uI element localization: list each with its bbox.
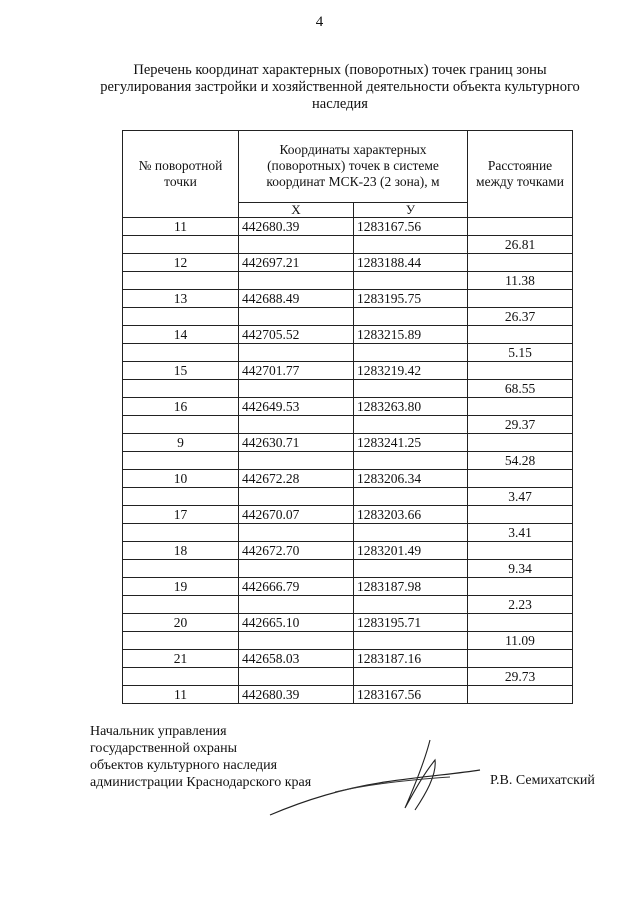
cell-distance: 54.28 xyxy=(468,452,573,470)
header-point-number: № поворотной точки xyxy=(123,131,239,218)
cell-y: 1283167.56 xyxy=(354,686,468,704)
cell-y xyxy=(354,380,468,398)
cell-y xyxy=(354,596,468,614)
table-row xyxy=(123,254,573,272)
table-row xyxy=(123,524,573,542)
cell-x xyxy=(239,488,354,506)
cell-distance xyxy=(468,578,573,596)
cell-point-number: 14 xyxy=(123,326,239,344)
cell-x: 442649.53 xyxy=(239,398,354,416)
table-row xyxy=(123,614,573,632)
cell-point-number: 13 xyxy=(123,290,239,308)
cell-y xyxy=(354,632,468,650)
table-row xyxy=(123,686,573,704)
cell-x: 442697.21 xyxy=(239,254,354,272)
header-y: У xyxy=(354,202,468,217)
cell-point-number xyxy=(123,236,239,254)
cell-x: 442705.52 xyxy=(239,326,354,344)
cell-x: 442665.10 xyxy=(239,614,354,632)
cell-x xyxy=(239,524,354,542)
cell-point-number xyxy=(123,488,239,506)
cell-x xyxy=(239,668,354,686)
cell-y: 1283187.98 xyxy=(354,578,468,596)
cell-y: 1283203.66 xyxy=(354,506,468,524)
cell-y xyxy=(354,488,468,506)
cell-x: 442672.70 xyxy=(239,542,354,560)
cell-point-number xyxy=(123,524,239,542)
cell-distance: 26.37 xyxy=(468,308,573,326)
cell-y xyxy=(354,560,468,578)
cell-point-number: 12 xyxy=(123,254,239,272)
table-row xyxy=(123,344,573,362)
handwritten-signature xyxy=(265,730,485,825)
cell-distance xyxy=(468,218,573,236)
cell-point-number xyxy=(123,344,239,362)
cell-distance xyxy=(468,542,573,560)
cell-distance xyxy=(468,650,573,668)
cell-distance xyxy=(468,362,573,380)
cell-x: 442701.77 xyxy=(239,362,354,380)
cell-point-number: 10 xyxy=(123,470,239,488)
cell-x: 442658.03 xyxy=(239,650,354,668)
cell-x: 442670.07 xyxy=(239,506,354,524)
cell-point-number xyxy=(123,560,239,578)
table-row xyxy=(123,470,573,488)
cell-x xyxy=(239,560,354,578)
cell-distance xyxy=(468,326,573,344)
cell-x xyxy=(239,380,354,398)
table-row xyxy=(123,560,573,578)
table-row xyxy=(123,650,573,668)
cell-point-number xyxy=(123,596,239,614)
table-row xyxy=(123,596,573,614)
cell-point-number xyxy=(123,416,239,434)
cell-distance: 2.23 xyxy=(468,596,573,614)
cell-x: 442672.28 xyxy=(239,470,354,488)
cell-y: 1283195.71 xyxy=(354,614,468,632)
cell-point-number: 11 xyxy=(123,686,239,704)
title-line: регулирования застройки и хозяйственной деятельности объекта культурного xyxy=(100,79,580,95)
cell-distance: 11.38 xyxy=(468,272,573,290)
signatory-title-line: государственной охраны xyxy=(90,741,238,756)
cell-distance: 68.55 xyxy=(468,380,573,398)
table-row xyxy=(123,308,573,326)
table-body xyxy=(123,218,573,704)
cell-point-number: 17 xyxy=(123,506,239,524)
cell-distance: 29.37 xyxy=(468,416,573,434)
cell-point-number: 11 xyxy=(123,218,239,236)
table-row xyxy=(123,272,573,290)
cell-y xyxy=(354,236,468,254)
table-row xyxy=(123,452,573,470)
cell-y xyxy=(354,416,468,434)
table-row xyxy=(123,578,573,596)
cell-y: 1283167.56 xyxy=(354,218,468,236)
cell-y xyxy=(354,668,468,686)
cell-distance: 26.81 xyxy=(468,236,573,254)
signatory-name: Р.В. Семихатский xyxy=(490,773,595,788)
cell-distance: 5.15 xyxy=(468,344,573,362)
cell-x xyxy=(239,236,354,254)
cell-y xyxy=(354,452,468,470)
cell-distance: 29.73 xyxy=(468,668,573,686)
table-row xyxy=(123,434,573,452)
cell-y: 1283188.44 xyxy=(354,254,468,272)
cell-distance: 11.09 xyxy=(468,632,573,650)
page-number: 4 xyxy=(315,14,324,30)
cell-distance xyxy=(468,614,573,632)
cell-y xyxy=(354,272,468,290)
cell-x xyxy=(239,416,354,434)
cell-x: 442630.71 xyxy=(239,434,354,452)
cell-x xyxy=(239,344,354,362)
cell-y: 1283219.42 xyxy=(354,362,468,380)
table-row xyxy=(123,506,573,524)
cell-distance xyxy=(468,470,573,488)
table-row xyxy=(123,542,573,560)
cell-distance xyxy=(468,254,573,272)
cell-point-number xyxy=(123,632,239,650)
title-line: наследия xyxy=(312,96,368,112)
table-row xyxy=(123,290,573,308)
cell-y xyxy=(354,524,468,542)
cell-y: 1283241.25 xyxy=(354,434,468,452)
cell-distance: 3.47 xyxy=(468,488,573,506)
cell-y: 1283195.75 xyxy=(354,290,468,308)
cell-x xyxy=(239,632,354,650)
signatory-title-line: Начальник управления xyxy=(90,724,227,739)
table-row xyxy=(123,218,573,236)
cell-y xyxy=(354,344,468,362)
cell-distance xyxy=(468,686,573,704)
cell-y: 1283215.89 xyxy=(354,326,468,344)
cell-y: 1283201.49 xyxy=(354,542,468,560)
document-title xyxy=(80,62,600,113)
cell-point-number: 9 xyxy=(123,434,239,452)
cell-point-number: 21 xyxy=(123,650,239,668)
cell-point-number: 19 xyxy=(123,578,239,596)
cell-point-number: 16 xyxy=(123,398,239,416)
cell-x xyxy=(239,308,354,326)
cell-point-number xyxy=(123,272,239,290)
cell-x: 442688.49 xyxy=(239,290,354,308)
cell-point-number xyxy=(123,452,239,470)
header-distance: Расстояние между точками xyxy=(468,131,573,218)
cell-distance xyxy=(468,434,573,452)
table-row xyxy=(123,398,573,416)
cell-point-number: 15 xyxy=(123,362,239,380)
header-x: Х xyxy=(239,202,354,217)
table-row xyxy=(123,362,573,380)
signatory-title-line: объектов культурного наследия xyxy=(90,758,278,773)
table-row xyxy=(123,236,573,254)
table-row xyxy=(123,632,573,650)
table-row xyxy=(123,380,573,398)
cell-distance: 9.34 xyxy=(468,560,573,578)
cell-y xyxy=(354,308,468,326)
cell-x: 442680.39 xyxy=(239,218,354,236)
cell-distance xyxy=(468,398,573,416)
cell-point-number: 18 xyxy=(123,542,239,560)
header-coordinates: Координаты характерных (поворотных) точек в системе координат МСК-23 (2 зона), м xyxy=(239,131,468,203)
cell-x xyxy=(239,452,354,470)
cell-y: 1283187.16 xyxy=(354,650,468,668)
cell-distance: 3.41 xyxy=(468,524,573,542)
table-row xyxy=(123,488,573,506)
cell-distance xyxy=(468,290,573,308)
signatory-title-line: администрации Краснодарского края xyxy=(90,775,312,790)
table-row xyxy=(123,416,573,434)
cell-x xyxy=(239,272,354,290)
table-row xyxy=(123,668,573,686)
cell-y: 1283206.34 xyxy=(354,470,468,488)
cell-y: 1283263.80 xyxy=(354,398,468,416)
title-line: Перечень координат характерных (поворотных) точек границ зоны xyxy=(133,62,547,78)
cell-x: 442680.39 xyxy=(239,686,354,704)
cell-distance xyxy=(468,506,573,524)
cell-point-number xyxy=(123,380,239,398)
table-row xyxy=(123,326,573,344)
cell-point-number xyxy=(123,668,239,686)
cell-x xyxy=(239,596,354,614)
cell-point-number xyxy=(123,308,239,326)
cell-point-number: 20 xyxy=(123,614,239,632)
coordinates-table xyxy=(122,130,573,704)
cell-x: 442666.79 xyxy=(239,578,354,596)
